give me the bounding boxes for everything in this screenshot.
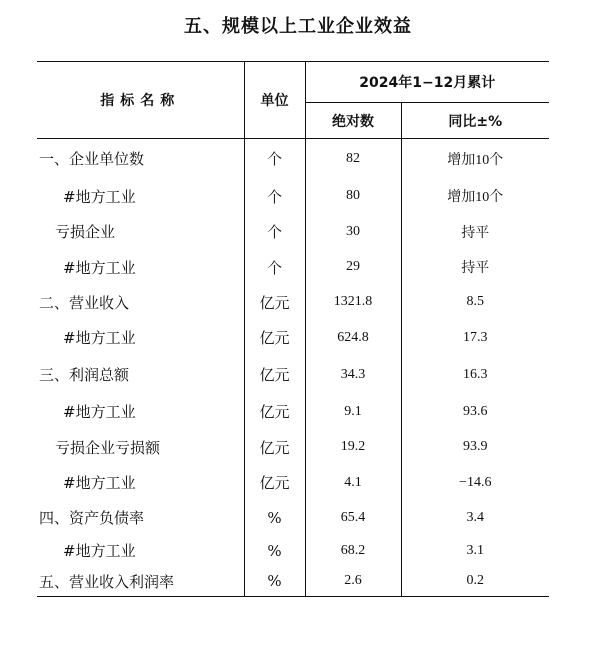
row-name: 亏损企业 xyxy=(55,223,116,241)
header-absolute: 绝对数 xyxy=(305,103,401,139)
row-name: 五、营业收入利润率 xyxy=(39,572,175,591)
table-row xyxy=(37,356,549,394)
row-unit: % xyxy=(244,501,305,535)
table-row xyxy=(37,139,549,179)
stats-table xyxy=(37,61,549,597)
row-name: 四、资产负债率 xyxy=(39,509,145,527)
row-yoy-change: 3.1 xyxy=(401,535,549,567)
row-name: 亏损企业亏损额 xyxy=(55,438,161,457)
table-row xyxy=(37,179,549,214)
row-unit: 亿元 xyxy=(244,465,305,501)
row-unit: 亿元 xyxy=(244,430,305,465)
table-row xyxy=(37,320,549,356)
row-yoy-change: 93.9 xyxy=(401,430,549,465)
row-yoy-change: 0.2 xyxy=(401,567,549,597)
row-unit: % xyxy=(244,535,305,567)
row-name: #地方工业 xyxy=(63,258,136,277)
row-yoy-change: 持平 xyxy=(401,250,549,285)
row-yoy-change: 3.4 xyxy=(401,501,549,535)
table-row xyxy=(37,567,549,597)
row-name: #地方工业 xyxy=(63,329,136,347)
header-yoy: 同比±% xyxy=(401,103,549,139)
row-absolute-value: 68.2 xyxy=(305,535,401,567)
row-name: 一、企业单位数 xyxy=(39,150,145,169)
table-row xyxy=(37,250,549,285)
row-absolute-value: 80 xyxy=(305,179,401,214)
row-name: 三、利润总额 xyxy=(39,366,130,384)
row-absolute-value: 2.6 xyxy=(305,567,401,597)
table-row xyxy=(37,214,549,250)
table-row xyxy=(37,535,549,567)
row-name: #地方工业 xyxy=(63,542,136,560)
header-unit: 单位 xyxy=(244,62,305,139)
row-unit: 个 xyxy=(244,139,305,179)
row-yoy-change: 8.5 xyxy=(401,285,549,320)
row-unit: 个 xyxy=(244,250,305,285)
header-indicator-name: 指标名称 xyxy=(37,62,244,139)
row-absolute-value: 1321.8 xyxy=(305,285,401,320)
row-yoy-change: 增加10个 xyxy=(401,139,549,179)
row-absolute-value: 9.1 xyxy=(305,394,401,430)
row-yoy-change: 增加10个 xyxy=(401,179,549,214)
table-row xyxy=(37,465,549,501)
table-row xyxy=(37,285,549,320)
row-yoy-change: −14.6 xyxy=(401,465,549,501)
row-unit: % xyxy=(244,567,305,597)
row-absolute-value: 65.4 xyxy=(305,501,401,535)
row-name: 二、营业收入 xyxy=(39,293,130,312)
table-row xyxy=(37,501,549,535)
row-unit: 亿元 xyxy=(244,320,305,356)
row-unit: 亿元 xyxy=(244,356,305,394)
table-row xyxy=(37,430,549,465)
row-yoy-change: 17.3 xyxy=(401,320,549,356)
page-title: 五、规模以上工业企业效益 xyxy=(184,16,412,37)
row-unit: 亿元 xyxy=(244,394,305,430)
row-name: #地方工业 xyxy=(63,187,136,206)
table-row xyxy=(37,394,549,430)
row-unit: 个 xyxy=(244,179,305,214)
row-absolute-value: 624.8 xyxy=(305,320,401,356)
row-yoy-change: 16.3 xyxy=(401,356,549,394)
row-unit: 个 xyxy=(244,214,305,250)
row-absolute-value: 34.3 xyxy=(305,356,401,394)
row-absolute-value: 4.1 xyxy=(305,465,401,501)
row-yoy-change: 持平 xyxy=(401,214,549,250)
row-absolute-value: 30 xyxy=(305,214,401,250)
row-name: #地方工业 xyxy=(63,474,136,492)
row-yoy-change: 93.6 xyxy=(401,394,549,430)
row-absolute-value: 19.2 xyxy=(305,430,401,465)
row-name: #地方工业 xyxy=(63,403,136,421)
row-absolute-value: 29 xyxy=(305,250,401,285)
header-period: 2024年1−12月累计 xyxy=(305,62,549,103)
row-unit: 亿元 xyxy=(244,285,305,320)
row-absolute-value: 82 xyxy=(305,139,401,179)
